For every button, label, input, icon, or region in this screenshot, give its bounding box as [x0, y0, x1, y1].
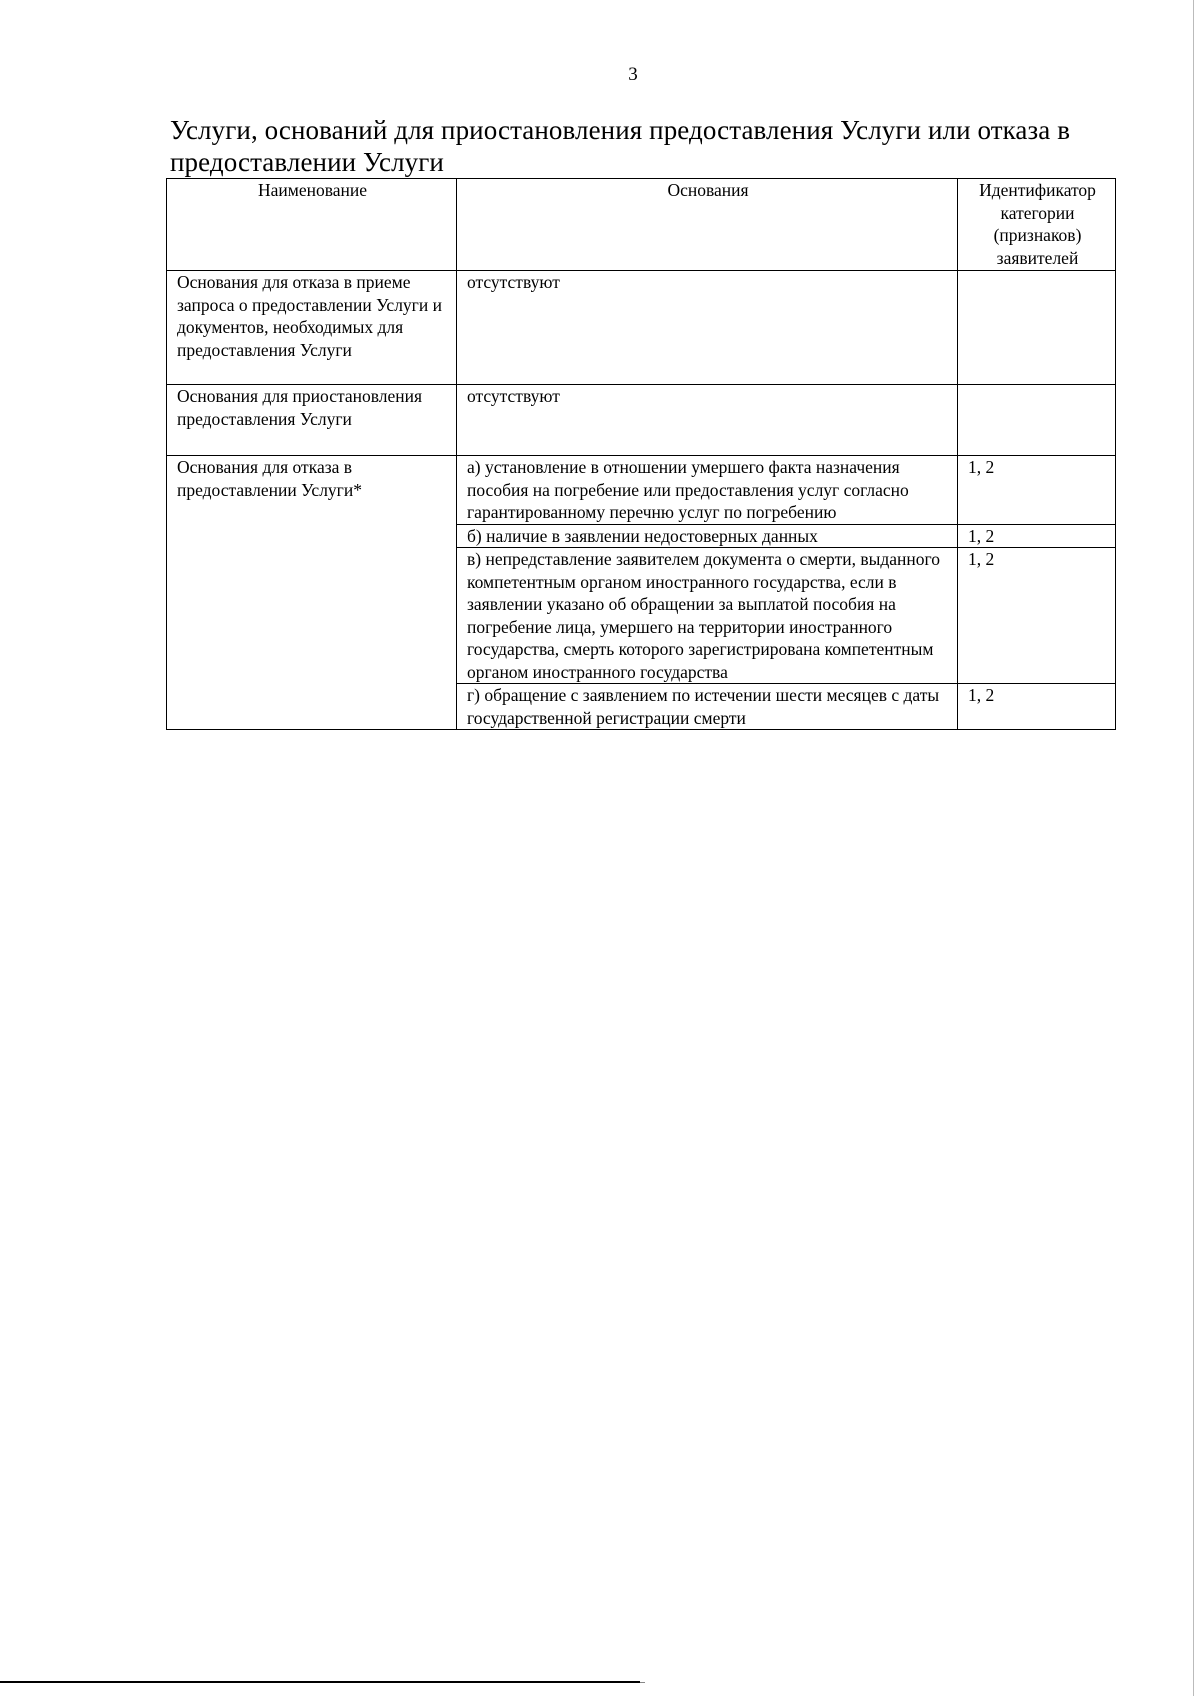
- section-heading: [170, 114, 1130, 178]
- row-identifier-cell: 1, 2: [958, 524, 1116, 548]
- bottom-divider-tail: [640, 1682, 645, 1683]
- row-grounds-cell: отсутствуют: [457, 385, 958, 456]
- row-grounds-cell: г) обращение с заявлением по истечении шести месяцев с даты государственной регистрации смерти: [457, 684, 958, 730]
- row-identifier-cell: [958, 271, 1116, 385]
- row-name-cell: Основания для отказа в предоставлении Услуги*: [167, 456, 457, 730]
- table-row: [167, 385, 1116, 456]
- table-row: [167, 456, 1116, 525]
- row-identifier-cell: 1, 2: [958, 548, 1116, 684]
- row-identifier-cell: 1, 2: [958, 684, 1116, 730]
- row-grounds-cell: в) непредставление заявителем документа о смерти, выданного компетентным органом иностранного государства, если в заявлении указано об обращении за выплатой пособия на погребение лица, умершего на территории иностранного государства, смерть которого зарегистрирована компетентным органом иностранного государства: [457, 548, 958, 684]
- grounds-table: [166, 178, 1116, 730]
- table-row: [167, 271, 1116, 385]
- heading-line-1: Услуги, оснований для приостановления предоставления Услуги или отказа в: [170, 115, 1071, 145]
- row-name-cell: Основания для приостановления предоставления Услуги: [167, 385, 457, 456]
- row-identifier-cell: [958, 385, 1116, 456]
- table-header-row: [167, 179, 1116, 271]
- row-grounds-cell: а) установление в отношении умершего факта назначения пособия на погребение или предоставления услуг согласно гарантированному перечню услуг по погребению: [457, 456, 958, 525]
- page-number: 3: [628, 64, 638, 85]
- scan-edge-line: [1193, 0, 1194, 1696]
- row-name-cell: Основания для отказа в приеме запроса о предоставлении Услуги и документов, необходимых для предоставления Услуги: [167, 271, 457, 385]
- heading-line-2: предоставлении Услуги: [170, 147, 444, 177]
- header-name: Наименование: [167, 179, 457, 271]
- row-grounds-cell: отсутствуют: [457, 271, 958, 385]
- row-identifier-cell: 1, 2: [958, 456, 1116, 525]
- header-identifier: Идентификатор категории (признаков) заявителей: [958, 179, 1116, 271]
- header-grounds: Основания: [457, 179, 958, 271]
- bottom-divider: [0, 1681, 640, 1683]
- row-grounds-cell: б) наличие в заявлении недостоверных данных: [457, 524, 958, 548]
